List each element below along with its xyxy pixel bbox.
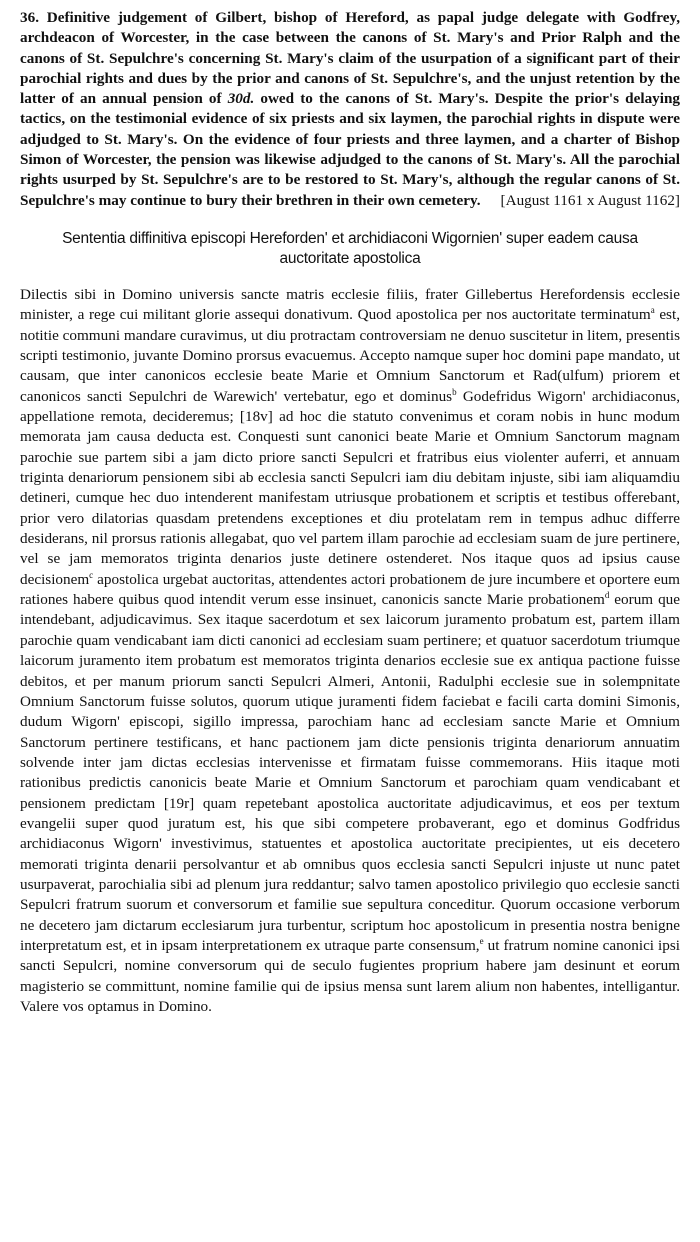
text-segment-2: est, notitie communi mandare curavimus, ut diu protractam controversiam ne denuo suscitetur in litem, presentis scripti testimonio, juvante Domino prorsus evacuemus. Accepto namque super hoc domini pape mandato, ut causam, que inter canonicos ecclesie beate Marie et Omnium Sanctorum et Rad(ulfum) priorem et canonicos sancti Sepulchri de Warewich' vertebatur, ego et dominus <box>20 306 680 405</box>
footnote-marker-b: b <box>452 386 457 397</box>
text-segment-5: eorum que intendebant, adjudicavimus. Sex itaque sacerdotum et sex laicorum juramento probatum est, partem illam parochie quam vendicabant iam dicti canonici ad ecclesiam suam pertinere; et quatuor sacerdotum triumque laicorum juramento item probatum est memoratos triginta denarios ecclesie sue ex antiqua pactione fuisse debitos, et per manum priorum sancti Sepulcri Almeri, Antonii, Radulphi ecclesie sue in solempnitate Omnium Sanctorum fuisse solutos, quorum utique juramenti fidem faciebat e facili carta domini Simonis, dudum Wigorn' episcopi, sigillo impressa, parochiam hanc ad ecclesiam sancte Marie et Omnium Sanctorum pertinere testificans, et hanc pactionem jam dicte pensionis triginta denariorum annuatim solvende inter jam dictas ecclesias intervenisse et firmatam fuisse commemorans. Hiis itaque moti rationibus predictis canonicis beate Marie et Omnium Sanctorum et parochiam quam vendicabant et pensionem predictam [19r] quam repetebant apostolica auctoritate adjudicavimus, et eos per textum evangelii super quod juratum est, his que sibi competere probaverant, ego et dominus Godfridus archidiaconus Wigorn' investivimus, statuentes et apostolica auctoritate precipientes, ut eis decetero memorati triginta denarii persolvantur et ab omnibus quos ecclesia sancti Sepulcri injuste ut nunc patet usurpaverat, parochialia sibi ad plenum jura reddantur; salvo tamen apostolico privilegio quo ecclesie sancti Sepulcri fratrum suorum et conversorum et familie sue sepultura conceditur. Quorum occasione verborum ne decetero jam dictarum ecclesiarum jura turbentur, scriptum hoc apostolicum in presentia nostra benigne interpretatum est, et in ipsam interpretationem ex utraque parte consensum, <box>20 591 680 954</box>
document-number: 36. <box>20 9 39 26</box>
text-segment-3: Godefridus Wigorn' archidiaconus, appellatione remota, decideremus; [18v] ad hoc die statuto convenimus et coram nobis in hunc modum memorata jam causa deducta est. Conquesti sunt canonici beate Marie et Omnium Sanctorum magnam parochie sue partem sibi a jam dicto priore sancti Sepulcri et fratribus eius violenter auferri, et annuam triginta denariorum pensionem sibi ab ecclesia sancti Sepulcri iam diu debitam injuste, sibi iam aliquamdiu detineri, cumque hec duo intenderent manifestam utriusque probationem et scriptis et testibus offerebant, prior vero dilatorias quasdam pretendens exceptiones et diu protelatam rem in tempus adhuc differre desiderans, nil prorsus rationis allegabat, quo vel partem illam parochie ad ecclesiam suam de jure pertinere, vel se jam memoratos triginta denarios juste detinere ostenderet. Nos itaque quos ad ipsius cause decisionem <box>20 387 680 588</box>
footnote-marker-d: d <box>604 590 610 601</box>
text-segment-1: Dilectis sibi in Domino universis sancte matris ecclesie filiis, frater Gillebertus Herefordensis ecclesie minister, a rege cui militant glorie assequi donativum. Quod apostolica per nos auctoritate terminatum <box>20 285 680 324</box>
document-rubric: Sententia diffinitiva episcopi Hereforden' et archidiaconi Wigornien' super eadem causa auctoritate apostolica <box>62 229 638 267</box>
summary-text: Definitive judgement of Gilbert, bishop of Hereford, as papal judge delegate with Godfrey, archdeacon of Worcester, in the case between the canons of St. Mary's and Prior Ralph and the canons of St. Sepulchre's concerning St. Mary's claim of the usurpation of a significant part of their parochial rights and dues by the prior and canons of St. Sepulchre's, and the unjust retention by the latter of an annual pension of <box>20 9 681 108</box>
text-segment-6: ut fratrum nomine canonici ipsi sancti Sepulcri, nomine conversorum qui de seculo fugientes proprium habere jam desinunt et eorum magisterio se committunt, nomine familie qui de ipsius mensa sunt larem alium non habentes, intelligantur. Valere vos optamus in Domino. <box>20 936 680 1015</box>
summary-text-continued: owed to the canons of St. Mary's. Despite the prior's delaying tactics, on the testimonial evidence of six priests and six laymen, the parochial rights in dispute were adjudged to St. Mary's. On the evidence of four priests and three laymen, and a charter of Bishop Simon of Worcester, the pension was likewise adjudged to the canons of St. Mary's. All the parochial rights usurped by St. Sepulchre's are to be restored to St. Mary's, although the regular canons of St. Sepulchre's may continue to bury their brethren in their own cemetery. <box>20 90 681 209</box>
footnote-marker-e: e <box>479 935 484 946</box>
text-segment-4: apostolica urgebat auctoritas, attendentes actori probationem de jure incumbere et oportere eum rationes habere quibus quod intendit verum esse insinuet, canonicis sancte Marie probationem <box>20 570 680 609</box>
summary-amount: 30d. <box>227 90 255 108</box>
document-page <box>20 8 680 1017</box>
document-summary <box>20 8 680 211</box>
footnote-marker-c: c <box>89 569 94 580</box>
document-date: [August 1161 x August 1162] <box>500 191 680 209</box>
charter-text <box>20 285 680 1017</box>
footnote-marker-a: a <box>650 305 655 316</box>
charter-paragraph <box>20 285 680 1017</box>
